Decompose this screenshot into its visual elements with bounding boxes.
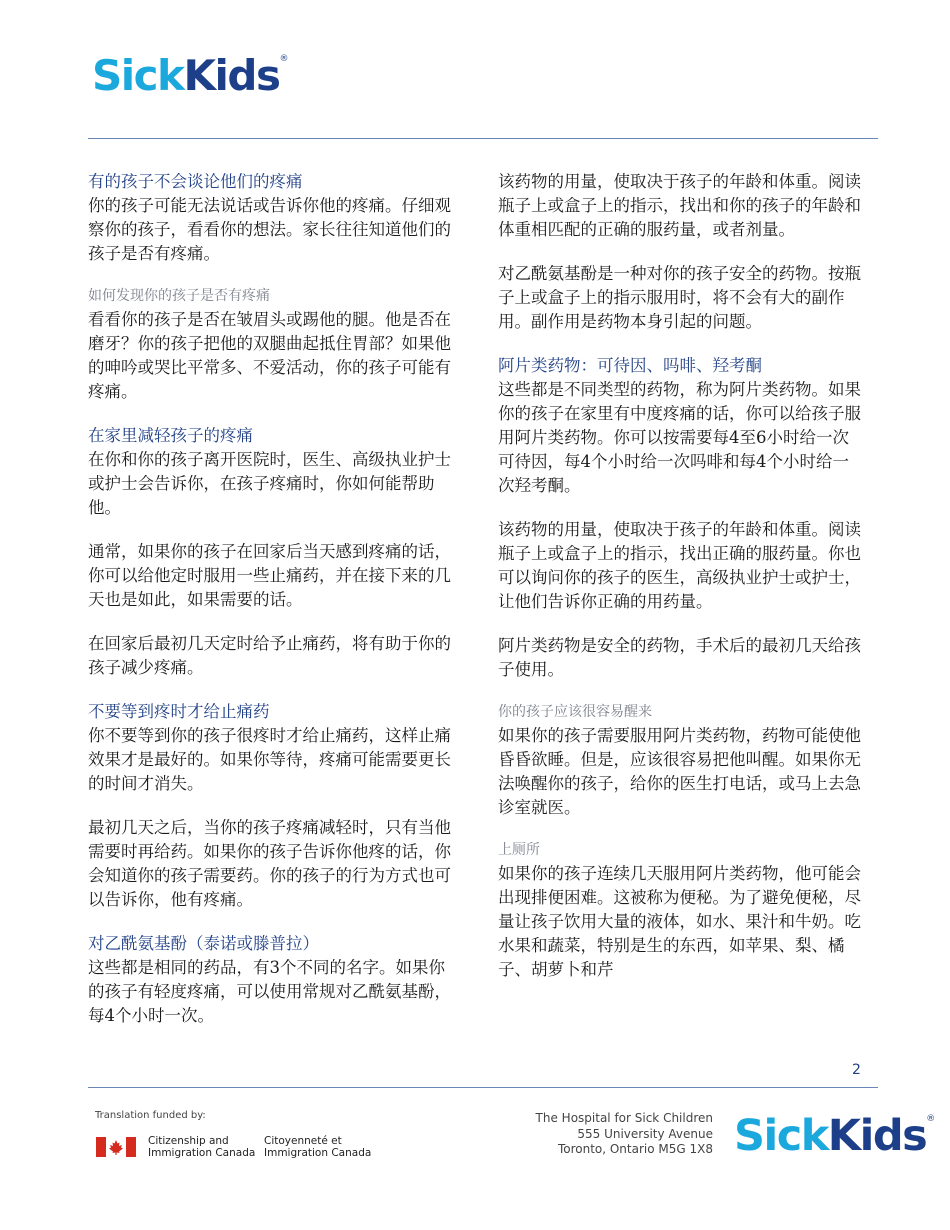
- paragraph: 在回家后最初几天定时给予止痛药，将有助于你的孩子减少疼痛。: [88, 634, 451, 677]
- page-number: 2: [852, 1062, 861, 1078]
- paragraph: 看看你的孩子是否在皱眉头或踢他的腿。他是否在磨牙？你的孩子把他的双腿曲起抵住胃部？如果他的呻吟或哭比平常多、不爱活动，你的孩子可能有疼痛。: [88, 310, 451, 401]
- logo-kids-text: Kids: [827, 1111, 927, 1161]
- logo-kids-text: Kids: [183, 51, 280, 100]
- hospital-address: [536, 1111, 713, 1158]
- gov-en-line: Immigration Canada: [148, 1147, 256, 1159]
- section-heading-home-pain-relief: 在家里减轻孩子的疼痛: [88, 426, 253, 445]
- address-line: 555 University Avenue: [577, 1126, 713, 1141]
- paragraph: 这些都是相同的药品，有3个不同的名字。如果你的孩子有轻度疼痛，可以使用常规对乙酰氨基酚，每4个小时一次。: [88, 958, 451, 1025]
- address-line: Toronto, Ontario M5G 1X8: [557, 1142, 713, 1156]
- sickkids-logo: [92, 51, 289, 100]
- registered-mark: ®: [279, 54, 289, 64]
- gov-name-english: [148, 1135, 255, 1159]
- subheading-detect-pain: 如何发现你的孩子是否有疼痛: [88, 288, 270, 304]
- paragraph: 该药物的用量，使取决于孩子的年龄和体重。阅读瓶子上或盒子上的指示，找出和你的孩子的年龄和体重相匹配的正确的服药量，或者剂量。: [498, 172, 861, 239]
- gov-name-french: [264, 1135, 371, 1159]
- left-column: [88, 170, 453, 1048]
- header-divider: [88, 138, 878, 139]
- section-heading-non-verbal-pain: 有的孩子不会谈论他们的疼痛: [88, 172, 303, 191]
- paragraph: 如果你的孩子连续几天服用阿片类药物，他可能会出现排便困难。这被称为便秘。为了避免便秘，尽量让孩子饮用大量的液体，如水、果汁和牛奶。吃水果和蔬菜，特别是生的东西，如苹果、梨、橘子、胡萝卜和芹: [498, 864, 861, 979]
- subheading-wake-easily: 你的孩子应该很容易醒来: [498, 704, 652, 720]
- address-line: The Hospital for Sick Children: [535, 1111, 713, 1125]
- paragraph: 你的孩子可能无法说话或告诉你他的疼痛。仔细观察你的孩子，看看你的想法。家长往往知道他们的孩子是否有疼痛。: [88, 196, 451, 263]
- section-heading-dont-wait: 不要等到疼时才给止痛药: [88, 702, 270, 721]
- paragraph: 对乙酰氨基酚是一种对你的孩子安全的药物。按瓶子上或盒子上的指示服用时，将不会有大的副作用。副作用是药物本身引起的问题。: [498, 264, 861, 331]
- gov-fr-line: Immigration Canada: [264, 1147, 372, 1159]
- paragraph: 如果你的孩子需要服用阿片类药物，药物可能使他昏昏欲睡。但是，应该很容易把他叫醒。如果你无法唤醒你的孩子，给你的医生打电话，或马上去急诊室就医。: [498, 726, 861, 817]
- paragraph: 通常，如果你的孩子在回家后当天感到疼痛的话，你可以给他定时服用一些止痛药，并在接下来的几天也是如此，如果需要的话。: [88, 542, 451, 609]
- gov-en-line: Citizenship and: [148, 1135, 229, 1147]
- canada-flag-icon: [96, 1137, 136, 1157]
- gov-fr-line: Citoyenneté et: [264, 1135, 342, 1147]
- right-column: [498, 170, 863, 1002]
- section-heading-opioids: 阿片类药物：可待因、吗啡、羟考酮: [498, 356, 762, 375]
- paragraph: 这些都是不同类型的药物，称为阿片类药物。如果你的孩子在家里有中度疼痛的话，你可以给孩子服用阿片类药物。你可以按需要每4至6小时给一次可待因，每4个小时给一次吗啡和每4个小时给一次羟考酮。: [498, 380, 861, 495]
- subheading-toilet: 上厕所: [498, 842, 540, 858]
- footer-divider: [88, 1087, 878, 1088]
- paragraph: 最初几天之后，当你的孩子疼痛减轻时，只有当他需要时再给药。如果你的孩子告诉你他疼的话，你会知道你的孩子需要药。你的孩子的行为方式也可以告诉你，他有疼痛。: [88, 818, 451, 909]
- logo-sick-text: Sick: [92, 51, 184, 100]
- paragraph: 阿片类药物是安全的药物，手术后的最初几天给孩子使用。: [498, 636, 861, 679]
- registered-mark: ®: [926, 1114, 936, 1124]
- paragraph: 在你和你的孩子离开医院时，医生、高级执业护士或护士会告诉你，在孩子疼痛时，你如何能帮助他。: [88, 450, 451, 517]
- translation-funded-label: Translation funded by:: [95, 1110, 206, 1121]
- paragraph: 你不要等到你的孩子很疼时才给止痛药，这样止痛效果才是最好的。如果你等待，疼痛可能需要更长的时间才消失。: [88, 726, 451, 793]
- section-heading-acetaminophen: 对乙酰氨基酚（泰诺或滕普拉）: [88, 934, 319, 953]
- paragraph: 该药物的用量，使取决于孩子的年龄和体重。阅读瓶子上或盒子上的指示，找出正确的服药量。你也可以询问你的孩子的医生，高级执业护士或护士，让他们告诉你正确的用药量。: [498, 520, 861, 611]
- sickkids-footer-logo: [734, 1111, 936, 1161]
- logo-sick-text: Sick: [734, 1111, 828, 1161]
